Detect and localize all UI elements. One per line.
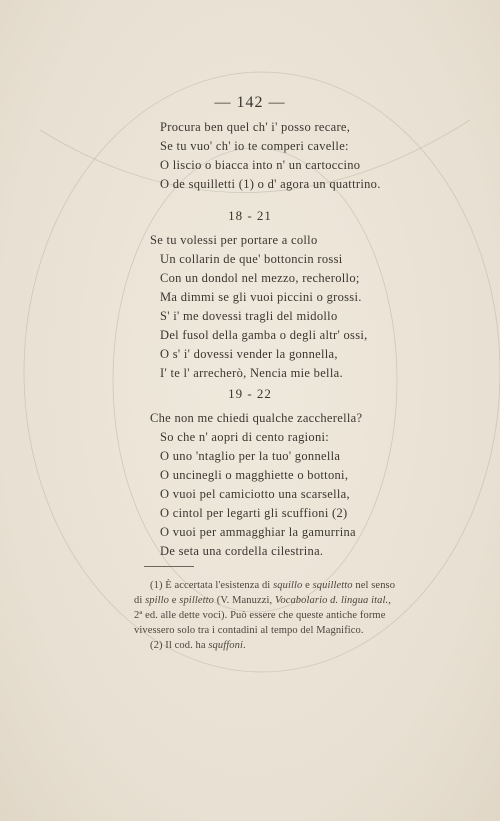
footnote-italic: squffoni [208,640,243,651]
footnote-italic: spilletto [179,595,214,606]
verse-line: O de squilletti (1) o d' agora un quattrino. [160,177,381,191]
stanza-heading: 19 - 22 [228,386,272,401]
footnote-text: di [134,595,146,606]
page-number: — 142 — [214,94,286,111]
footnote-italic: spillo [145,595,170,606]
footnote-text: . [243,640,246,651]
verse-line: Un collarin de que' bottoncin rossi [160,252,343,266]
verse-line: Del fusol della gamba o degli altr' ossi, [160,328,368,342]
verse-line: Con un dondol nel mezzo, recherollo; [160,271,360,285]
footnote-text: (V. Manuzzi, [214,595,275,606]
verse-line: Se tu volessi per portare a collo [150,233,318,247]
verse-line: O s' i' dovessi vender la gonnella, [160,347,338,361]
verse-line: O vuoi per ammagghiar la gamurrina [160,525,356,539]
footnote-line [150,580,395,591]
footnote-line: vivessero solo tra i contadini al tempo del Magnifico. [134,625,364,636]
verse-line: O vuoi pel camiciotto una scarsella, [160,487,350,501]
verse-line: S' i' me dovessi tragli del midollo [160,309,338,323]
footnote-italic: squilletto [312,580,353,591]
verse-line: De seta una cordella cilestrina. [160,544,324,558]
verse-line: Procura ben quel ch' i' posso recare, [160,120,351,134]
footnote-italic: Vocabolario d. lingua ital. [275,595,389,606]
footnote-line [150,640,246,651]
verse-line: O uno 'ntaglio per la tuo' gonnella [160,449,341,463]
footnote-text: e [302,580,313,591]
footnote-text: e [169,595,180,606]
footnote-italic: squillo [273,580,303,591]
footnote-line [134,595,391,606]
verse-line: O uncinegli o magghiette o bottoni, [160,468,349,482]
footnote-text: (2) Il cod. ha [150,640,209,651]
verse-line: O cintol per legarti gli scuffioni (2) [160,506,348,520]
footnote-line: 2ª ed. alle dette voci). Può essere che queste antiche forme [134,610,386,621]
verse-line: O liscio o biacca into n' un cartoccino [160,158,361,172]
footnote-text: , [388,595,391,606]
verse-line: Che non me chiedi qualche zaccherella? [150,411,363,425]
footnote-text: nel senso [352,580,396,591]
stanza-heading: 18 - 21 [228,208,272,223]
verse-line: I' te l' arrecherò, Nencia mie bella. [160,366,343,380]
footnote-rule [144,566,194,567]
footnote-text: (1) È accertata l'esistenza di [150,580,274,591]
verse-line: Ma dimmi se gli vuoi piccini o grossi. [160,290,362,304]
verse-line: Se tu vuo' ch' io te comperi cavelle: [160,139,349,153]
verse-line: So che n' aopri di cento ragioni: [160,430,330,444]
